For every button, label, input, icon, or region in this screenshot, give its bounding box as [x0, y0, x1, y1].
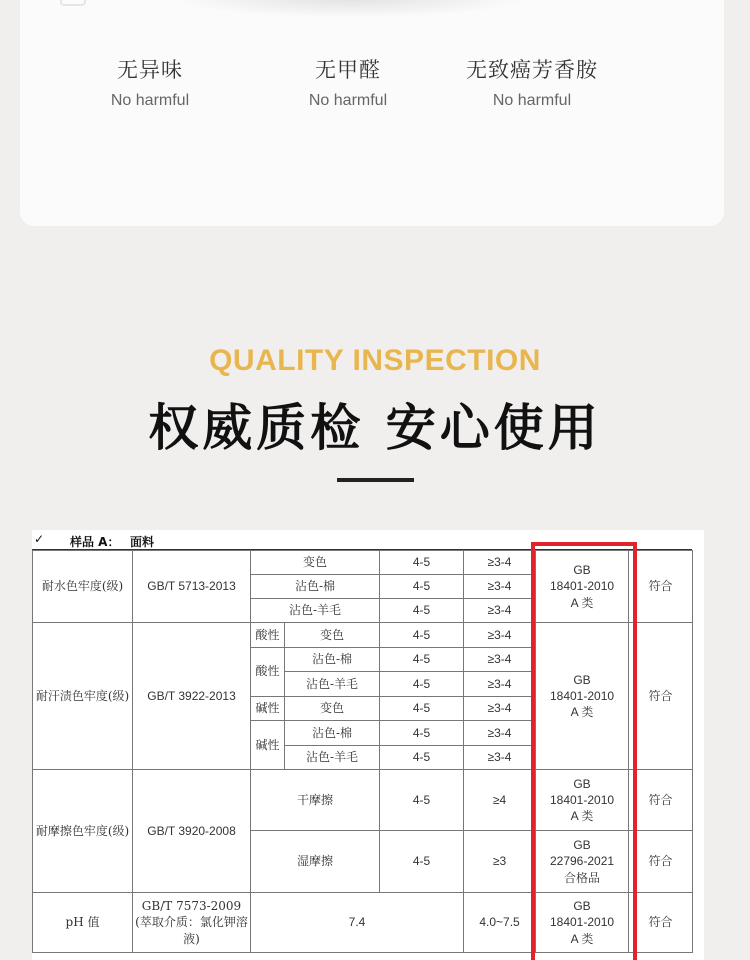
result-cell: 4-5 [380, 647, 464, 672]
standard-line: A 类 [570, 931, 594, 946]
sample-header [32, 530, 692, 550]
method-cell: GB/T 3920-2008 [133, 770, 251, 893]
standard-line: A 类 [570, 595, 594, 610]
table-row [33, 551, 693, 575]
result-cell: 4-5 [380, 623, 464, 648]
standard-line: GB [573, 563, 591, 578]
result-cell: 4-5 [380, 551, 464, 575]
feature-no-formaldehyde [248, 54, 448, 110]
item-cell: 耐水色牢度(级) [33, 551, 133, 623]
requirement-cell: ≥3-4 [464, 672, 536, 697]
result-cell: 4-5 [380, 599, 464, 623]
sub-item-cell: 变色 [285, 623, 380, 648]
sub-item-cell: 沾色-羊毛 [285, 745, 380, 770]
section-eyebrow: QUALITY INSPECTION [209, 344, 541, 377]
result-cell: 4-5 [380, 770, 464, 831]
sub-item-cell: 沾色-羊毛 [251, 599, 380, 623]
standard-cell [536, 831, 629, 893]
feature-no-odor [50, 54, 250, 110]
requirement-cell: ≥3-4 [464, 647, 536, 672]
section-title: 权威质检 安心使用 [148, 399, 602, 457]
verdict-cell: 符合 [629, 623, 693, 770]
feature-title: 无异味 [117, 58, 183, 82]
item-cell: pH 值 [33, 893, 133, 953]
standard-cell [536, 770, 629, 831]
item-cell: 耐摩擦色牢度(级) [33, 770, 133, 893]
requirement-cell: ≥3-4 [464, 551, 536, 575]
result-cell: 4-5 [380, 575, 464, 599]
standard-line: GB [573, 776, 591, 791]
requirement-cell: 4.0~7.5 [464, 893, 536, 953]
result-cell: 4-5 [380, 831, 464, 893]
result-cell: 4-5 [380, 696, 464, 721]
box-icon [60, 0, 86, 6]
requirement-cell: ≥3-4 [464, 696, 536, 721]
inspection-table [32, 550, 693, 953]
standard-line: 22796-2021 [549, 854, 615, 869]
requirement-cell: ≥3-4 [464, 721, 536, 746]
standard-cell [536, 551, 629, 623]
verdict-cell: 符合 [629, 770, 693, 831]
feature-title: 无致癌芳香胺 [466, 58, 598, 82]
standard-cell [536, 893, 629, 953]
title-divider [337, 478, 414, 482]
sub-item-cell: 沾色-羊毛 [285, 672, 380, 697]
method-cell: GB/T 5713-2013 [133, 551, 251, 623]
result-cell: 4-5 [380, 672, 464, 697]
sub-item-cell: 沾色-棉 [285, 721, 380, 746]
standard-line: 18401-2010 [549, 915, 615, 930]
sub-item-cell: 变色 [251, 551, 380, 575]
feature-subtitle: No harmful [110, 92, 190, 109]
method-line: 液) [183, 931, 200, 946]
condition-cell: 酸性 [251, 623, 285, 648]
feature-no-amines [432, 54, 632, 110]
standard-line: 合格品 [564, 870, 601, 885]
result-cell: 4-5 [380, 721, 464, 746]
inspection-report [32, 530, 704, 960]
sub-item-cell: 干摩擦 [251, 770, 380, 831]
sample-value: 面料 [130, 535, 155, 549]
sub-item-cell: 变色 [285, 696, 380, 721]
verdict-cell: 符合 [629, 893, 693, 953]
feature-title: 无甲醛 [315, 58, 381, 82]
condition-cell: 碱性 [251, 696, 285, 721]
verdict-cell: 符合 [629, 551, 693, 623]
standard-line: GB [573, 672, 591, 687]
standard-line: 18401-2010 [549, 579, 615, 594]
item-cell: 耐汗渍色牢度(级) [33, 623, 133, 770]
condition-cell: 碱性 [251, 721, 285, 770]
requirement-cell: ≥3-4 [464, 599, 536, 623]
standard-line: GB [573, 838, 591, 853]
feature-subtitle: No harmful [308, 92, 388, 109]
feature-card [20, 0, 724, 226]
sample-label: 样品 A： [70, 535, 120, 549]
sub-item-cell: 湿摩擦 [251, 831, 380, 893]
standard-line: A 类 [570, 809, 594, 824]
result-cell: 4-5 [380, 745, 464, 770]
requirement-cell: ≥3-4 [464, 745, 536, 770]
condition-cell: 酸性 [251, 647, 285, 696]
check-icon: ✓ [34, 532, 45, 546]
method-cell: GB/T 3922-2013 [133, 623, 251, 770]
requirement-cell: ≥3 [464, 831, 536, 893]
requirement-cell: ≥3-4 [464, 575, 536, 599]
result-cell: 7.4 [251, 893, 464, 953]
standard-line: 18401-2010 [549, 688, 615, 703]
sub-item-cell: 沾色-棉 [251, 575, 380, 599]
method-cell [133, 893, 251, 953]
feature-subtitle: No harmful [492, 92, 572, 109]
product-shadow [170, 0, 530, 18]
requirement-cell: ≥4 [464, 770, 536, 831]
standard-line: GB [573, 899, 591, 914]
standard-line: A 类 [570, 705, 594, 720]
table-row [33, 623, 693, 648]
requirement-cell: ≥3-4 [464, 623, 536, 648]
standard-line: 18401-2010 [549, 792, 615, 807]
sub-item-cell: 沾色-棉 [285, 647, 380, 672]
standard-cell [536, 623, 629, 770]
method-line: GB/T 7573-2009 [141, 899, 242, 914]
method-line: (萃取介质：氯化钾溶 [135, 915, 248, 930]
verdict-cell: 符合 [629, 831, 693, 893]
table-row [33, 770, 693, 831]
table-row [33, 893, 693, 953]
